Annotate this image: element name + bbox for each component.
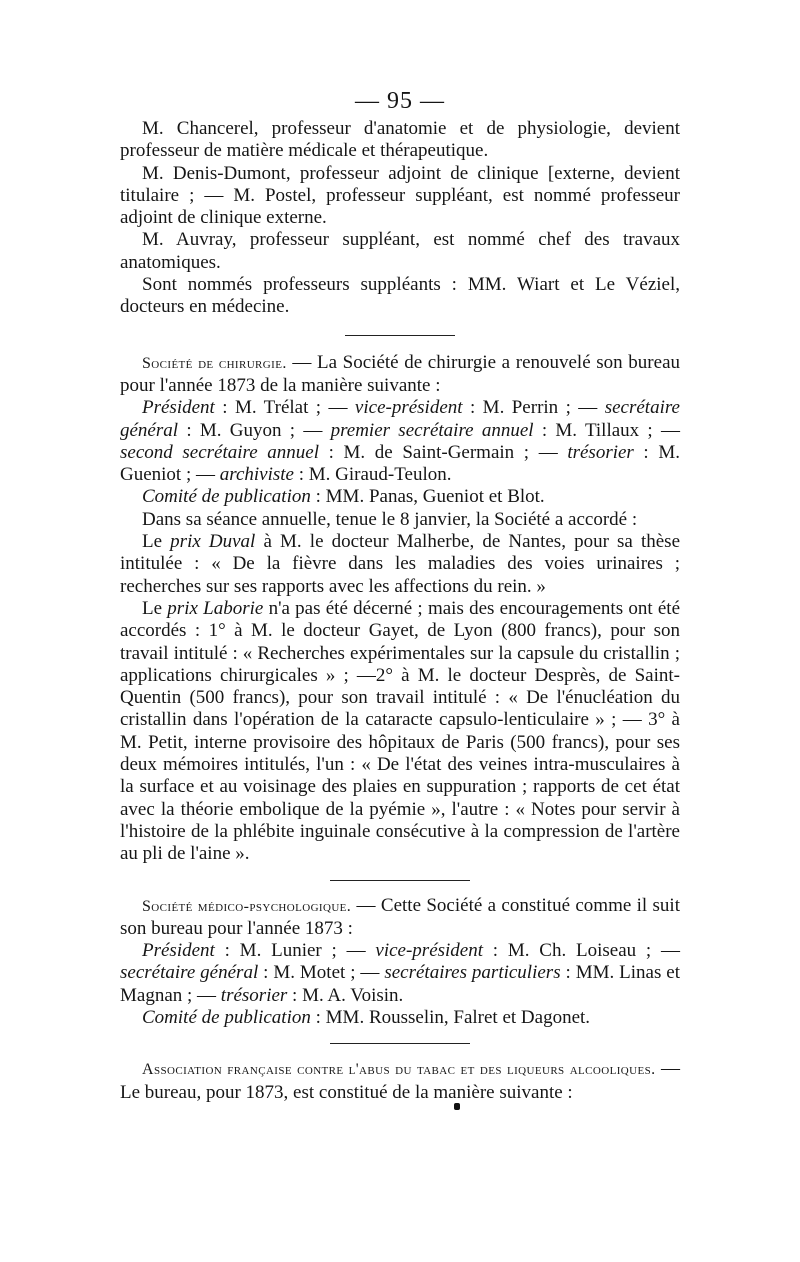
paragraph-chancerel: M. Chancerel, professeur d'anatomie et de physiologie, devient professeur de matière médicale et thérapeutique. <box>120 118 680 162</box>
section-heading-chirurgie: Société de chirurgie. <box>142 354 287 372</box>
paragraph-prix-duval: Le prix Duval à M. le docteur Malherbe, de Nantes, pour sa thèse intitulée : « De la fièvre dans les maladies des voies urinaires ; recherches sur ses rapports avec les affections du rein. » <box>120 531 681 597</box>
paragraph-denis-dumont: M. Denis-Dumont, professeur adjoint de clinique [externe, devient titulaire ; — M. Postel, professeur suppléant, est nommé professeur adjoint de clinique externe. <box>120 162 680 229</box>
paragraph-chirurgie-comite: Comité de publication : MM. Panas, Gueniot et Blot. <box>142 486 545 508</box>
section-heading-psychologique: Société médico-psychologique. <box>142 897 352 915</box>
page-number: — 95 — <box>355 88 445 114</box>
paragraph-prix-laborie: Le prix Laborie n'a pas été décerné ; mais des encouragements ont été accordés : 1° à M. le docteur Gayet, de Lyon (800 francs), pour son travail intitulé : « Recherches expérimentales sur la capsule du cristallin ; applications chirurgicales » ; —2° à M. le docteur Desprès, de Saint-Quentin (500 francs), pour son travail intitulé : « De l'énucléation du cristallin dans l'opération de la cataracte capsulo-lenticulaire » ; — 3° à M. Petit, interne provisoire des hôpitaux de Paris (500 francs), pour ses deux mémoires intitulés, l'un : « De l'état des veines intra-musculaires à la surface et au voisinage des plaies en suppuration ; rapports de cet état avec la théorie embolique de la pyémie », l'autre : « Notes pour servir à l'histoire de la phlébite inguinale consécutive à la compression de l'artère au pli de l'aine ». <box>120 597 681 865</box>
paragraph-psycho-intro: Société médico-psychologique. — Cette Société a constitué comme il suit son bureau pour l'année 1873 : <box>120 894 680 939</box>
paragraph-chirurgie-intro: Société de chirurgie. — La Société de chirurgie a renouvelé son bureau pour l'année 1873 de la manière suivante : <box>120 351 681 396</box>
section-divider <box>330 880 470 881</box>
paragraph-psycho-bureau: Président : M. Lunier ; — vice-président : M. Ch. Loiseau ; — secrétaire général : M. Motet ; — secrétaires particuliers : MM. Linas et Magnan ; — trésorier : M. A. Voisin. <box>120 940 681 1006</box>
section-heading-tabac: Association française contre l'abus du tabac et des liqueurs alcooliques. <box>142 1061 656 1079</box>
paragraph-suppleants: Sont nommés professeurs suppléants : MM. Wiart et Le Véziel, docteurs en médecine. <box>120 274 680 318</box>
ink-dot-mark <box>454 1103 460 1110</box>
paragraph-auvray: M. Auvray, professeur suppléant, est nommé chef des travaux anatomiques. <box>120 229 680 273</box>
section-divider <box>345 335 455 336</box>
page-body <box>120 118 680 1104</box>
paragraph-tabac-intro: Association française contre l'abus du tabac et des liqueurs alcooliques. — Le bureau, pour 1873, est constitué de la manière suivante : <box>120 1058 681 1103</box>
paragraph-chirurgie-seance: Dans sa séance annuelle, tenue le 8 janvier, la Société a accordé : <box>142 508 638 530</box>
paragraph-psycho-comite: Comité de publication : MM. Rousselin, Falret et Dagonet. <box>142 1006 591 1028</box>
section-divider <box>330 1043 470 1044</box>
paragraph-chirurgie-bureau: Président : M. Trélat ; — vice-président : M. Perrin ; — secrétaire général : M. Guyon ; — premier secrétaire annuel : M. Tillaux ; — second secrétaire annuel : M. de Saint-Germain ; — trésorier : M. Gueniot ; — archiviste : M. Giraud-Teulon. <box>120 397 680 486</box>
